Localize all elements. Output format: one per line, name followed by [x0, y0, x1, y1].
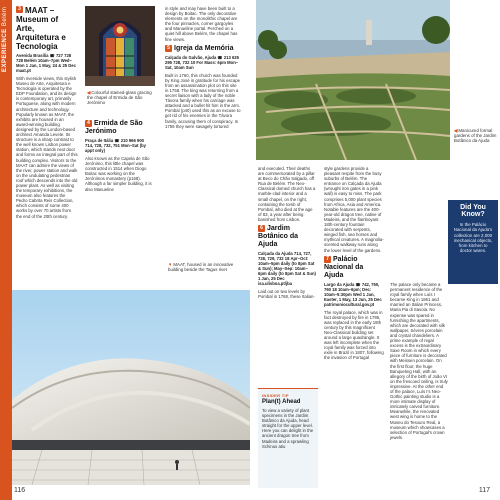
maat-photo-caption: ▼MAAT, housed in an innovative building beside the Tagus river [168, 262, 234, 273]
palacio-column [324, 166, 384, 364]
entry-number-badge: 5 [165, 45, 172, 52]
palacio-title: Palácio Nacional da Ajuda [324, 255, 364, 279]
page-number: 116 [14, 487, 26, 494]
caption-arrow-icon: ◀ [87, 90, 91, 95]
insider-body: To view a variety of plant specimens in the Jardim Botânico da Ajuda, head straight for the upper level. Here you can delight in the ancient dragon tree from Madeira and a sprawling Schinus atiu [262, 408, 314, 449]
did-you-know-box [448, 200, 498, 284]
maat-info: Avenida Brasília ☎ 727 728 728 Belém 10am–7pm Wed–Mon 1 Jan, 1 May, 24 & 25 Dec maat.pt [16, 53, 76, 73]
insider-title: Plan(t) Ahead [262, 399, 301, 405]
jardim-info: Calçada da Ajuda 714, 727, 728, 729, 732 18 Apr–Oct: 10am–5pm daily (to 8pm Sat & Sun); May–Sep: 10am–6pm daily (to 8pm Sat & Sun) 1 Jan, 25 Dec isa.ulisboa.pt/jba [258, 251, 316, 287]
caption-arrow-icon: ◀ [454, 128, 458, 133]
jardim-column [258, 166, 316, 302]
jardim-title: Jardim Botânico da Ajuda [258, 225, 299, 249]
did-you-know-body: In the Palácio Nacional da Ajuda's collection are 2,000 mechanical objects, from kitchen to doctor wares. [453, 222, 493, 254]
stained-glass-photo [85, 6, 155, 86]
igreja-heading [165, 45, 241, 53]
palacio-body-continued: The palace only became a permanent residence of the royal family when Luís I became King in 1861 and married an Italian Princess, Maria Pia di Savoia. No expense was spared in furnishing the apartments, which are decorated with silk wallpaper, Sèvres porcelain and crystal chandeliers. A prime example of regal excess is the extraordinary Saxe Room in which every piece of furniture is decorated with Meissen porcelain. On the first floor, the huge Banqueting Hall, with an allegory of the birth of João VI on the frescoed ceiling, is truly impressive. At the other end of the palace, Luís I's Neo-Gothic painting studio is a more intimate display of intricately carved furniture. Meanwhile, the renovated west wing is home to the Museu do Tesouro Real, a museum which showcases a selection of Portugal's crown jewels. [390, 282, 448, 440]
ermida-title: Ermida de São Jerónimo [85, 120, 143, 135]
igreja-body-continued: and executed. Their deaths are commemorated by a pillar at Beco do Chão Salgado, off Rua de Belém. The Neo-Classical domed church has a marble-clad interior and a small chapel, on the right, containing the tomb of Pombal, who died at the age of 83, a year after being banished from Lisbon. [258, 166, 316, 222]
section-label: EXPERIENCE [2, 28, 8, 72]
insider-kicker: INSIDER TIP [262, 393, 289, 398]
garden-photo [256, 0, 450, 160]
jardim-heading [258, 225, 316, 249]
entry-number-badge: 4 [85, 120, 92, 127]
entry-number-badge: 7 [324, 256, 331, 263]
insider-tip-box [258, 388, 318, 488]
igreja-body: Built in 1760, this church was founded by King José in gratitude for his escape from an assassination plot on this site in 1758. The king was returning from a secret liaison with a lady of the noble Távora family when his carriage was attacked and a bullet hit him in the arm. Pombal (p40) used this as an excuse to get rid of his enemies in the Távora family, accusing them of conspiracy. In 1759 they were savagely tortured [165, 72, 241, 129]
igreja-info: Calçada do Galvão, Ajuda ☎ 213 635 295 728, 732 10 For Mass: 6pm Mon–Sat, 10am Sun [165, 54, 239, 70]
ermida-body-continued: in style and may have been built to a design by Boitac. The only decorative elements on the monolithic chapel are the four pinnacles, corner gargoyles and Manueline portal. Perched on a quiet hill above Belém, the chapel has fine views. [165, 6, 238, 42]
caption-arrow-icon: ▼ [168, 262, 173, 267]
ermida-heading [85, 120, 153, 136]
page-number: 117 [478, 487, 490, 494]
palacio-info: Largo da Ajuda ☎ 742, 750, 760 18 10am–6pm; Dec: 10am–5:30pm Wed 1 Jan, Easter, 1 May, 13 Jun, 25 Dec patrimoniocultural.gov.pt [324, 281, 382, 307]
maat-heading [16, 6, 78, 51]
jardim-body: Laid out on two levels by Pombal in 1768, these Italian- [258, 289, 315, 300]
maat-building-photo [12, 290, 250, 485]
entry-number-badge: 3 [16, 6, 23, 13]
stained-glass-caption: ◀Colourful stained-glass gracing the chapel of Ermida de São Jerónimo [87, 90, 152, 106]
ermida-body: Also known as the Capela de São Jerónimo, this little chapel was constructed in 1514 when Diogo Boitac was working on the Jerónimos monastery (p168). Although a far simpler building, it is also Manueline [85, 156, 152, 192]
right-page [250, 0, 500, 500]
palacio-body: The royal palace, which was in fact destroyed by fire in 1795, was replaced in the early 19th century by this magnificent Neo-Classical building set around a large quadrangle. It was left incomplete when the royal family was forced into exile in Brazil in 1807, following the invasion of Portugal [324, 309, 384, 361]
entry-number-badge: 6 [258, 225, 265, 232]
maat-body: With riverside views, this stylish Museu de Arte, Arquitetura e Tecnologia is operated by the EDP Foundation, and its design is contemporary art, primarily Portuguese, along with modern architecture and technology. Popularly known as MAAT, the exhibits are housed in an award-winning building designed by the London-based architect Amanda Levete. Its structure is a sharp contrast to the well known Lisbon power station, which stands next door and forms an integral part of this building complex. Visitors to the MAAT can admire the views of the river, power station and walk on the undulating pedestrian roof which descends into the old power plant. As well as visiting the temporary exhibitions, the museum also features the Pedro Cabrita Reis Collection, which consists of some 400 works by over 70 artists from the end of the 20th century. [16, 76, 78, 219]
palace-description-column [390, 282, 448, 443]
did-you-know-title: Did You Know? [460, 204, 486, 218]
maat-title: MAAT – Museum of Arte, Arquitetura e Tecnologia [16, 6, 66, 51]
igreja-column [165, 6, 241, 132]
section-tab [0, 0, 12, 500]
ermida-info: Praça de Itália ☎ 210 966 900 714, 728, 732, 751 Mon–Sat (by appt only) [85, 138, 146, 153]
area-label: Belém [2, 6, 8, 27]
palacio-heading [324, 256, 384, 280]
ermida-column [85, 120, 153, 195]
jardim-body-continued: style gardens provide a pleasant respite from the busy suburbs of Belém. The entrance on Calçada da Ajuda (wrought iron gates in a pink wall) is easy to miss. The park comprises 5,000 plant species from Africa, Asia and America. Notable features are the 400-year-old dragon tree, native of Madeira, and the flamboyant 18th-century fountain decorated with serpents, winged fish, sea horses and mythical creatures. A magnolia-scented walkway runs along the lower level of the gardens. [324, 166, 384, 253]
garden-caption: ◀Manicured formal gardens of the Jardim Botânico da Ajuda [454, 128, 497, 144]
igreja-title: Igreja da Memória [174, 44, 234, 52]
maat-column [16, 6, 78, 222]
